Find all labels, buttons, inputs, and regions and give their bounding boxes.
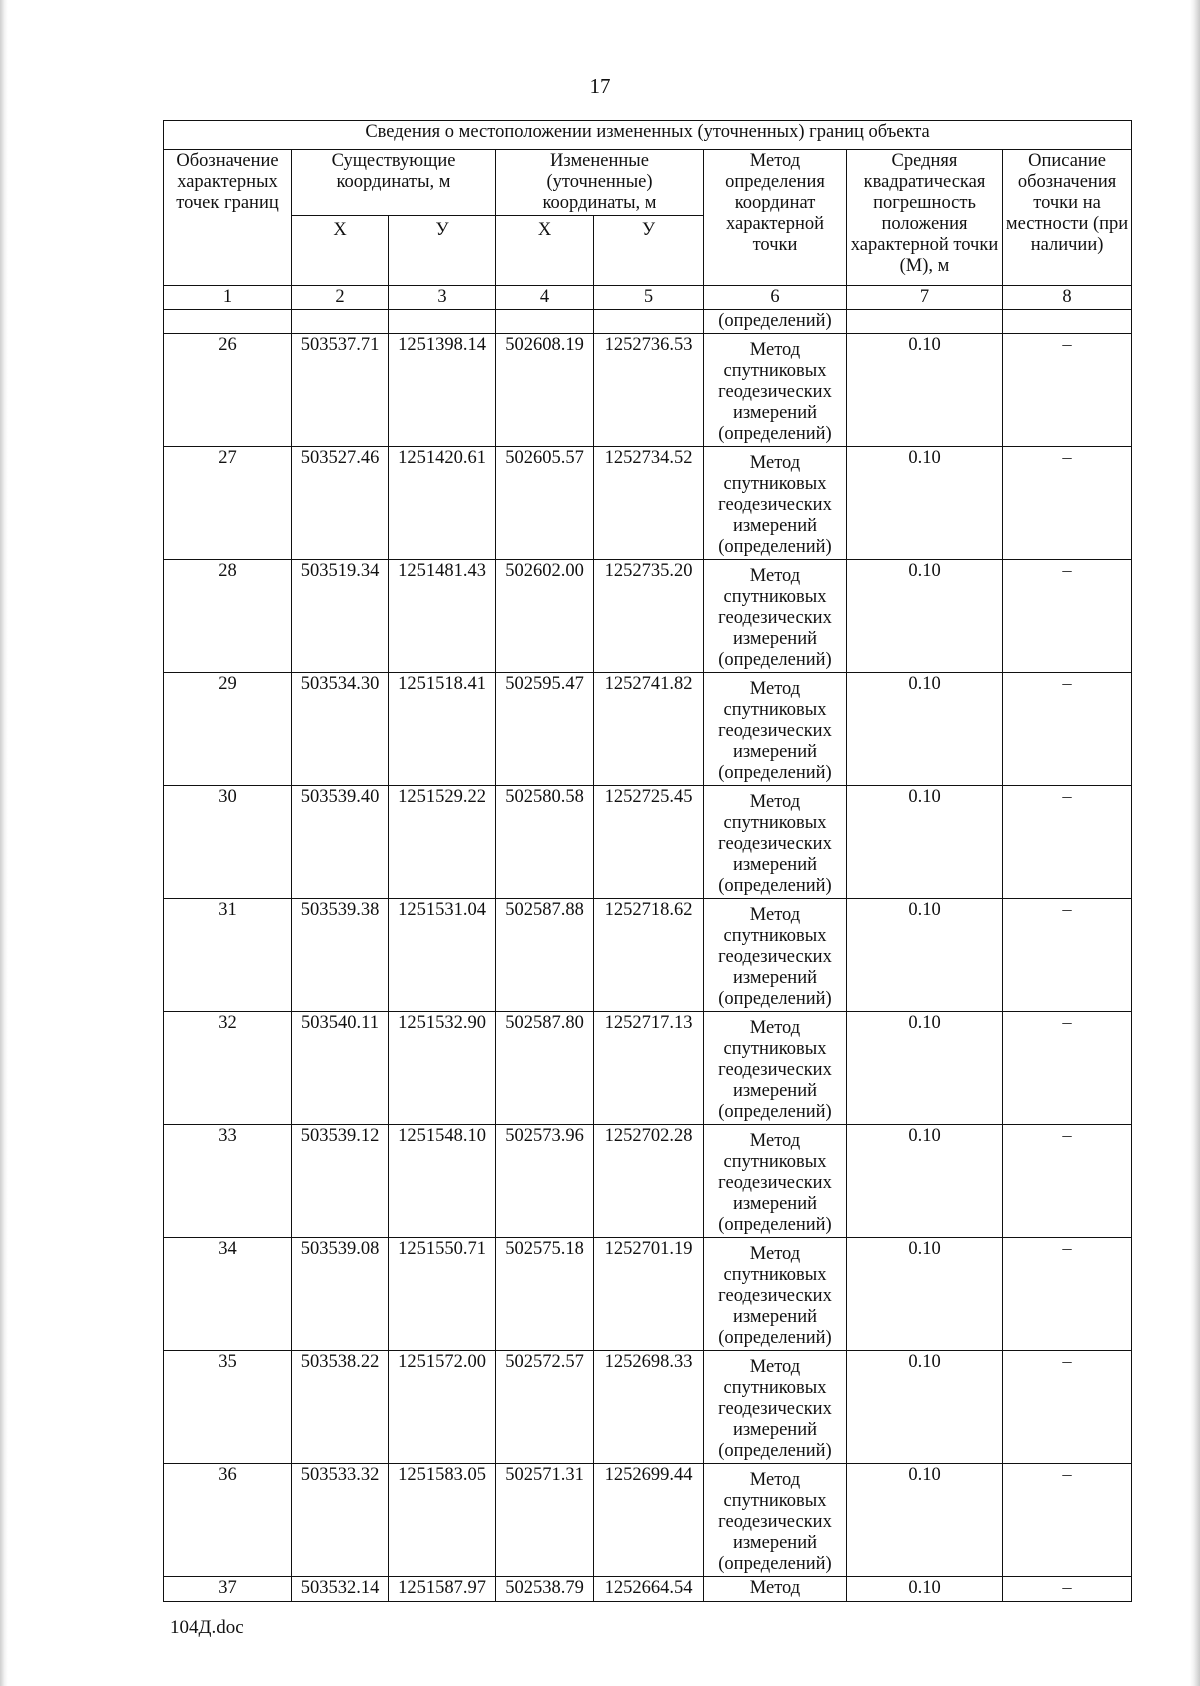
description-cell: – — [1003, 1125, 1132, 1238]
existing-x-cell: 503539.08 — [292, 1238, 389, 1351]
error-cell: 0.10 — [847, 1238, 1003, 1351]
empty-cell — [1003, 310, 1132, 334]
method-cell: Метод спутниковых геодезических измерений (определений) — [704, 899, 847, 1012]
method-cell: Метод спутниковых геодезических измерений (определений) — [704, 334, 847, 447]
error-cell: 0.10 — [847, 1577, 1003, 1602]
table-row — [164, 560, 1132, 673]
error-cell: 0.10 — [847, 1464, 1003, 1577]
column-number: 1 — [164, 286, 292, 310]
point-number-cell: 35 — [164, 1351, 292, 1464]
existing-x-cell: 503527.46 — [292, 447, 389, 560]
existing-y-cell: 1251481.43 — [389, 560, 496, 673]
table-row — [164, 1464, 1132, 1577]
changed-y-cell: 1252734.52 — [594, 447, 704, 560]
table-title: Сведения о местоположении измененных (уточненных) границ объекта — [164, 121, 1132, 150]
point-number-cell: 28 — [164, 560, 292, 673]
existing-x-cell: 503539.40 — [292, 786, 389, 899]
error-cell: 0.10 — [847, 673, 1003, 786]
changed-y-cell: 1252736.53 — [594, 334, 704, 447]
column-number: 7 — [847, 286, 1003, 310]
error-cell: 0.10 — [847, 786, 1003, 899]
changed-y-cell: 1252741.82 — [594, 673, 704, 786]
table-row-partial — [164, 1577, 1132, 1602]
description-cell: – — [1003, 1012, 1132, 1125]
error-cell: 0.10 — [847, 1351, 1003, 1464]
method-cell: Метод спутниковых геодезических измерений (определений) — [704, 1351, 847, 1464]
header-description: Описание обозначения точки на местности (при наличии) — [1003, 150, 1132, 286]
continuation-text: (определений) — [704, 310, 847, 334]
method-cell: Метод спутниковых геодезических измерений (определений) — [704, 447, 847, 560]
description-cell: – — [1003, 1464, 1132, 1577]
changed-y-cell: 1252717.13 — [594, 1012, 704, 1125]
changed-x-cell: 502608.19 — [496, 334, 594, 447]
changed-y-cell: 1252718.62 — [594, 899, 704, 1012]
changed-x-cell: 502572.57 — [496, 1351, 594, 1464]
point-number-cell: 32 — [164, 1012, 292, 1125]
existing-x-cell: 503519.34 — [292, 560, 389, 673]
changed-x-cell: 502580.58 — [496, 786, 594, 899]
scan-edge-left — [0, 0, 8, 1686]
point-number-cell: 33 — [164, 1125, 292, 1238]
column-number: 6 — [704, 286, 847, 310]
point-number-cell: 30 — [164, 786, 292, 899]
method-cell: Метод спутниковых геодезических измерений (определений) — [704, 1238, 847, 1351]
table-row — [164, 1012, 1132, 1125]
table-header-row — [164, 150, 1132, 216]
empty-cell — [594, 310, 704, 334]
existing-x-cell: 503540.11 — [292, 1012, 389, 1125]
changed-y-cell: 1252725.45 — [594, 786, 704, 899]
method-cell: Метод спутниковых геодезических измерений (определений) — [704, 1464, 847, 1577]
changed-x-cell: 502587.80 — [496, 1012, 594, 1125]
header-point-designation: Обозначение характерных точек границ — [164, 150, 292, 286]
existing-y-cell: 1251531.04 — [389, 899, 496, 1012]
changed-y-cell: 1252702.28 — [594, 1125, 704, 1238]
description-cell: – — [1003, 1577, 1132, 1602]
changed-y-cell: 1252698.33 — [594, 1351, 704, 1464]
existing-x-cell: 503534.30 — [292, 673, 389, 786]
changed-y-cell: 1252735.20 — [594, 560, 704, 673]
method-cell: Метод спутниковых геодезических измерений (определений) — [704, 1012, 847, 1125]
header-existing-x: Х — [292, 216, 389, 286]
changed-x-cell: 502575.18 — [496, 1238, 594, 1351]
header-method: Метод определения координат характерной точки — [704, 150, 847, 286]
error-cell: 0.10 — [847, 1012, 1003, 1125]
existing-y-cell: 1251548.10 — [389, 1125, 496, 1238]
description-cell: – — [1003, 899, 1132, 1012]
table-row — [164, 673, 1132, 786]
boundary-points-table — [163, 120, 1132, 1602]
method-cell: Метод спутниковых геодезических измерений (определений) — [704, 560, 847, 673]
header-existing-y: У — [389, 216, 496, 286]
point-number-cell: 31 — [164, 899, 292, 1012]
point-number-cell: 37 — [164, 1577, 292, 1602]
existing-y-cell: 1251518.41 — [389, 673, 496, 786]
changed-x-cell: 502587.88 — [496, 899, 594, 1012]
point-number-cell: 36 — [164, 1464, 292, 1577]
empty-cell — [164, 310, 292, 334]
description-cell: – — [1003, 1238, 1132, 1351]
method-cell: Метод спутниковых геодезических измерений (определений) — [704, 1125, 847, 1238]
description-cell: – — [1003, 447, 1132, 560]
description-cell: – — [1003, 560, 1132, 673]
page-number: 17 — [589, 74, 611, 98]
changed-y-cell: 1252701.19 — [594, 1238, 704, 1351]
existing-x-cell: 503533.32 — [292, 1464, 389, 1577]
existing-x-cell: 503532.14 — [292, 1577, 389, 1602]
existing-y-cell: 1251529.22 — [389, 786, 496, 899]
existing-y-cell: 1251420.61 — [389, 447, 496, 560]
changed-x-cell: 502571.31 — [496, 1464, 594, 1577]
header-mean-square-error: Средняя квадратическая погрешность положения характерной точки (М), м — [847, 150, 1003, 286]
table-row — [164, 1351, 1132, 1464]
scan-edge-right — [1190, 0, 1200, 1686]
changed-x-cell: 502602.00 — [496, 560, 594, 673]
column-number: 2 — [292, 286, 389, 310]
point-number-cell: 29 — [164, 673, 292, 786]
point-number-cell: 27 — [164, 447, 292, 560]
existing-y-cell: 1251587.97 — [389, 1577, 496, 1602]
existing-y-cell: 1251398.14 — [389, 334, 496, 447]
column-number: 3 — [389, 286, 496, 310]
description-cell: – — [1003, 334, 1132, 447]
empty-cell — [389, 310, 496, 334]
existing-x-cell: 503538.22 — [292, 1351, 389, 1464]
description-cell: – — [1003, 786, 1132, 899]
header-changed-x: Х — [496, 216, 594, 286]
description-cell: – — [1003, 673, 1132, 786]
column-number: 4 — [496, 286, 594, 310]
empty-cell — [847, 310, 1003, 334]
header-existing-coordinates: Существующие координаты, м — [292, 150, 496, 216]
changed-y-cell: 1252664.54 — [594, 1577, 704, 1602]
changed-x-cell: 502595.47 — [496, 673, 594, 786]
column-number: 8 — [1003, 286, 1132, 310]
column-number-row — [164, 286, 1132, 310]
table-row — [164, 899, 1132, 1012]
changed-y-cell: 1252699.44 — [594, 1464, 704, 1577]
table-row — [164, 447, 1132, 560]
error-cell: 0.10 — [847, 560, 1003, 673]
header-changed-y: У — [594, 216, 704, 286]
error-cell: 0.10 — [847, 899, 1003, 1012]
empty-cell — [292, 310, 389, 334]
file-name-footer: 104Д.doc — [170, 1617, 244, 1638]
point-number-cell: 34 — [164, 1238, 292, 1351]
point-number-cell: 26 — [164, 334, 292, 447]
table-row — [164, 786, 1132, 899]
error-cell: 0.10 — [847, 334, 1003, 447]
existing-x-cell: 503539.38 — [292, 899, 389, 1012]
existing-y-cell: 1251572.00 — [389, 1351, 496, 1464]
table-title-row — [164, 121, 1132, 150]
table-row — [164, 334, 1132, 447]
changed-x-cell: 502538.79 — [496, 1577, 594, 1602]
table-row — [164, 1125, 1132, 1238]
column-number: 5 — [594, 286, 704, 310]
changed-x-cell: 502605.57 — [496, 447, 594, 560]
continuation-row — [164, 310, 1132, 334]
header-changed-coordinates: Измененные (уточненные) координаты, м — [496, 150, 704, 216]
existing-y-cell: 1251583.05 — [389, 1464, 496, 1577]
existing-x-cell: 503537.71 — [292, 334, 389, 447]
empty-cell — [496, 310, 594, 334]
description-cell: – — [1003, 1351, 1132, 1464]
error-cell: 0.10 — [847, 1125, 1003, 1238]
existing-y-cell: 1251550.71 — [389, 1238, 496, 1351]
table-row — [164, 1238, 1132, 1351]
existing-x-cell: 503539.12 — [292, 1125, 389, 1238]
changed-x-cell: 502573.96 — [496, 1125, 594, 1238]
error-cell: 0.10 — [847, 447, 1003, 560]
method-cell: Метод — [704, 1577, 847, 1602]
existing-y-cell: 1251532.90 — [389, 1012, 496, 1125]
method-cell: Метод спутниковых геодезических измерений (определений) — [704, 786, 847, 899]
method-cell: Метод спутниковых геодезических измерений (определений) — [704, 673, 847, 786]
